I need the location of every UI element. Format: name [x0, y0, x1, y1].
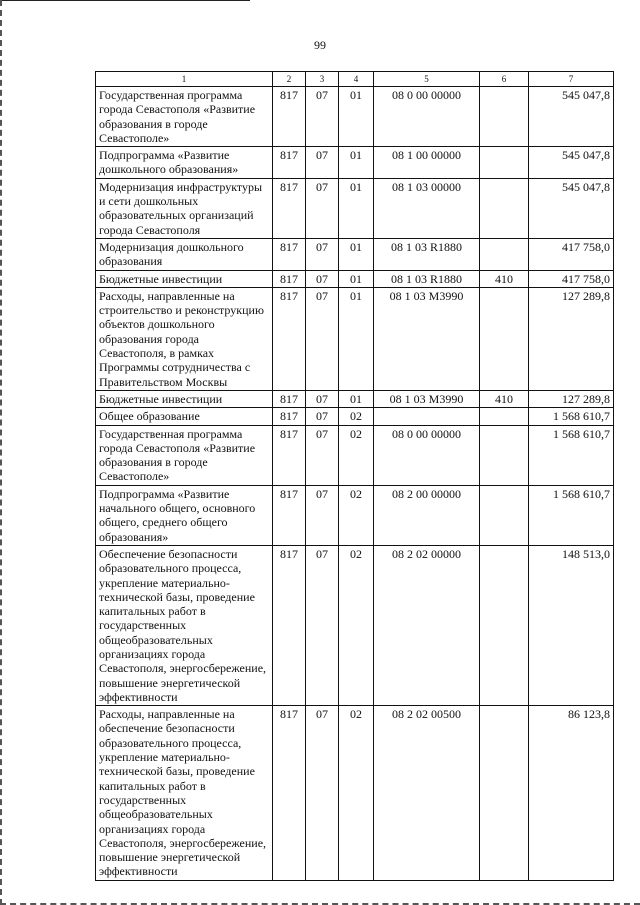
target-article-cell: 08 1 03 M3990 — [374, 287, 480, 390]
row-name-cell: Обеспечение безопасности образовательного процесса, укрепление материально-технической базы, проведение капитальных работ в государственных общеобразовательных организациях города Севастополя, энергосбережение, повышение энергетической эффективности — [96, 545, 273, 705]
column-header: 5 — [374, 72, 480, 87]
column-header: 2 — [273, 72, 306, 87]
target-article-cell: 08 0 00 00000 — [374, 425, 480, 485]
expense-type-cell — [480, 706, 529, 881]
row-name-cell: Подпрограмма «Развитие начального общего, основного общего, среднего общего образования» — [96, 485, 273, 545]
table-row — [96, 238, 614, 270]
section-cell: 07 — [306, 706, 339, 881]
subsection-cell: 01 — [339, 390, 374, 407]
column-header: 4 — [339, 72, 374, 87]
subsection-cell: 01 — [339, 178, 374, 238]
amount-cell: 86 123,8 — [529, 706, 614, 881]
amount-cell: 417 758,0 — [529, 270, 614, 287]
budget-table — [95, 71, 614, 881]
admin-code-cell: 817 — [273, 390, 306, 407]
subsection-cell: 01 — [339, 238, 374, 270]
section-cell: 07 — [306, 87, 339, 147]
page-number: 99 — [314, 38, 326, 52]
admin-code-cell: 817 — [273, 87, 306, 147]
table-row — [96, 408, 614, 425]
expense-type-cell — [480, 238, 529, 270]
admin-code-cell: 817 — [273, 408, 306, 425]
target-article-cell — [374, 408, 480, 425]
expense-type-cell — [480, 287, 529, 390]
row-name-cell: Государственная программа города Севастополя «Развитие образования в городе Севастополе» — [96, 87, 273, 147]
target-article-cell: 08 1 03 R1880 — [374, 270, 480, 287]
scan-edge-left — [0, 0, 2, 905]
table-row — [96, 425, 614, 485]
section-cell: 07 — [306, 270, 339, 287]
target-article-cell: 08 1 00 00000 — [374, 147, 480, 179]
expense-type-cell — [480, 408, 529, 425]
amount-cell: 545 047,8 — [529, 147, 614, 179]
column-header: 1 — [96, 72, 273, 87]
admin-code-cell: 817 — [273, 706, 306, 881]
expense-type-cell: 410 — [480, 390, 529, 407]
table-row — [96, 147, 614, 179]
admin-code-cell: 817 — [273, 238, 306, 270]
section-cell: 07 — [306, 238, 339, 270]
subsection-cell: 02 — [339, 425, 374, 485]
section-cell: 07 — [306, 178, 339, 238]
column-header: 3 — [306, 72, 339, 87]
expense-type-cell — [480, 87, 529, 147]
column-header: 7 — [529, 72, 614, 87]
expense-type-cell — [480, 147, 529, 179]
section-cell: 07 — [306, 147, 339, 179]
table-row — [96, 270, 614, 287]
section-cell: 07 — [306, 425, 339, 485]
row-name-cell: Бюджетные инвестиции — [96, 270, 273, 287]
amount-cell: 1 568 610,7 — [529, 485, 614, 545]
row-name-cell: Модернизация инфраструктуры и сети дошкольных образовательных организаций города Севастополя — [96, 178, 273, 238]
subsection-cell: 01 — [339, 87, 374, 147]
table-row — [96, 287, 614, 390]
section-cell: 07 — [306, 408, 339, 425]
target-article-cell: 08 2 02 00500 — [374, 706, 480, 881]
amount-cell: 545 047,8 — [529, 87, 614, 147]
expense-type-cell — [480, 425, 529, 485]
table-row — [96, 545, 614, 705]
section-cell: 07 — [306, 545, 339, 705]
row-name-cell: Модернизация дошкольного образования — [96, 238, 273, 270]
subsection-cell: 02 — [339, 706, 374, 881]
section-cell: 07 — [306, 485, 339, 545]
admin-code-cell: 817 — [273, 545, 306, 705]
target-article-cell: 08 2 02 00000 — [374, 545, 480, 705]
row-name-cell: Расходы, направленные на обеспечение безопасности образовательного процесса, укрепление материально-технической базы, проведение капитальных работ в государственных общеобразовательных организациях города Севастополя, энергосбережение, повышение энергетической эффективности — [96, 706, 273, 881]
scan-edge-top — [0, 0, 250, 1]
amount-cell: 1 568 610,7 — [529, 425, 614, 485]
amount-cell: 127 289,8 — [529, 390, 614, 407]
row-name-cell: Подпрограмма «Развитие дошкольного образования» — [96, 147, 273, 179]
amount-cell: 545 047,8 — [529, 178, 614, 238]
target-article-cell: 08 1 03 R1880 — [374, 238, 480, 270]
expense-type-cell: 410 — [480, 270, 529, 287]
admin-code-cell: 817 — [273, 485, 306, 545]
amount-cell: 1 568 610,7 — [529, 408, 614, 425]
subsection-cell: 02 — [339, 545, 374, 705]
expense-type-cell — [480, 178, 529, 238]
subsection-cell: 02 — [339, 408, 374, 425]
table-row — [96, 706, 614, 881]
table-row — [96, 87, 614, 147]
admin-code-cell: 817 — [273, 425, 306, 485]
row-name-cell: Общее образование — [96, 408, 273, 425]
amount-cell: 148 513,0 — [529, 545, 614, 705]
subsection-cell: 01 — [339, 287, 374, 390]
subsection-cell: 01 — [339, 147, 374, 179]
subsection-cell: 02 — [339, 485, 374, 545]
admin-code-cell: 817 — [273, 270, 306, 287]
section-cell: 07 — [306, 390, 339, 407]
target-article-cell: 08 2 00 00000 — [374, 485, 480, 545]
row-name-cell: Расходы, направленные на строительство и реконструкцию объектов дошкольного образования города Севастополя, в рамках Программы сотрудничества с Правительством Москвы — [96, 287, 273, 390]
admin-code-cell: 817 — [273, 147, 306, 179]
table-row — [96, 390, 614, 407]
amount-cell: 127 289,8 — [529, 287, 614, 390]
admin-code-cell: 817 — [273, 178, 306, 238]
target-article-cell: 08 0 00 00000 — [374, 87, 480, 147]
admin-code-cell: 817 — [273, 287, 306, 390]
row-name-cell: Бюджетные инвестиции — [96, 390, 273, 407]
row-name-cell: Государственная программа города Севастополя «Развитие образования в городе Севастополе» — [96, 425, 273, 485]
target-article-cell: 08 1 03 00000 — [374, 178, 480, 238]
expense-type-cell — [480, 545, 529, 705]
table-row — [96, 178, 614, 238]
table-header-row — [96, 72, 614, 87]
column-header: 6 — [480, 72, 529, 87]
amount-cell: 417 758,0 — [529, 238, 614, 270]
table-row — [96, 485, 614, 545]
expense-type-cell — [480, 485, 529, 545]
section-cell: 07 — [306, 287, 339, 390]
target-article-cell: 08 1 03 M3990 — [374, 390, 480, 407]
subsection-cell: 01 — [339, 270, 374, 287]
